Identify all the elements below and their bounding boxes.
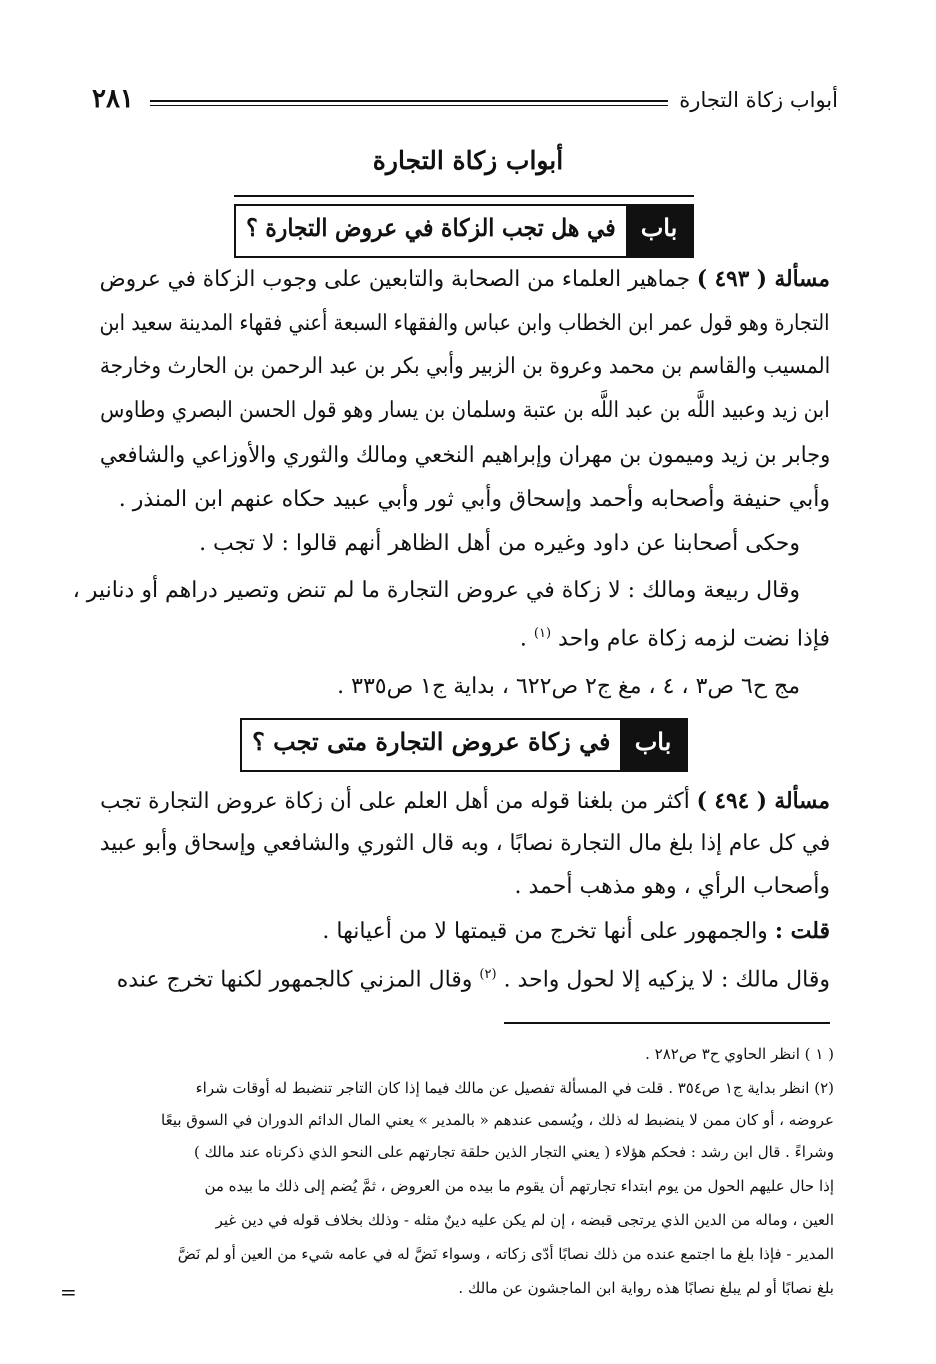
text-line: وأبي حنيفة وأصحابه وأحمد وإسحاق وأبي ثور وأبي عبيد حكاه عنهم ابن المنذر .: [118, 487, 830, 512]
body-text: والجمهور على أنها تخرج من قيمتها لا من أعيانها .: [322, 919, 768, 944]
page-number: ٢٨١: [92, 84, 134, 114]
chapter-title: أبواب زكاة التجارة: [372, 146, 564, 175]
masala-label: مسألة ( ٤٩٤ ): [696, 788, 830, 814]
footnote-2-line: بلغ نصابًا أو لم يبلغ نصابًا هذه رواية ابن الماجشون عن مالك .: [458, 1279, 834, 1297]
body-text: فإذا نضت لزمه زكاة عام واحد: [558, 626, 830, 652]
masala-label: مسألة ( ٤٩٣ ): [696, 266, 830, 292]
footnote-1: ( ١ ) انظر الحاوي ح٣ ص٢٨٢ .: [645, 1045, 834, 1063]
section-heading-box: [234, 204, 694, 258]
running-title: أبواب زكاة التجارة: [679, 88, 838, 112]
footnote-ref: (٢): [479, 967, 497, 982]
header-rule-thin: [150, 105, 668, 106]
text-line: التجارة وهو قول عمر ابن الخطاب وابن عباس والفقهاء السبعة أعني فقهاء المدينة سعيد ابن: [100, 311, 830, 336]
text-line: وجابر بن زيد وميمون بن مهران وإبراهيم النخعي ومالك والثوري والأوزاعي والشافعي: [99, 443, 830, 468]
bab-label: باب: [620, 720, 686, 770]
footnote-2-line: العين ، وماله من الدين الذي يرتجى قبضه ، إن لم يكن عليه دينٌ مثله - وذلك بخلاف قوله في دين غير: [215, 1211, 834, 1229]
text-line: ابن زيد وعبيد اللَّه بن عبد اللَّه بن عتبة وسلمان بن يسار وهو قول الحسن البصري وطاوس: [100, 398, 830, 423]
section-heading-box: [240, 718, 688, 772]
bab-label: باب: [626, 206, 692, 256]
text-line: [100, 786, 830, 817]
text-line: في كل عام إذا بلغ مال التجارة نصابًا ، وبه قال الثوري والشافعي وإسحاق وأبو عبيد: [99, 831, 830, 856]
text-line: [117, 960, 830, 995]
body-text: أكثر من بلغنا قوله من أهل العلم على أن زكاة عروض التجارة تجب: [100, 789, 690, 814]
body-text: .: [519, 626, 527, 652]
references-line: مج ح٦ ص٣ ، ٤ ، مغ ج٢ ص٦٢٢ ، بداية ج١ ص٣٣٥ .: [337, 674, 800, 699]
text-line: وأصحاب الرأي ، وهو مذهب أحمد .: [514, 874, 830, 899]
footnote-rule: [504, 1022, 830, 1024]
running-header: [92, 82, 838, 122]
body-text: جماهير العلماء من الصحابة والتابعين على وجوب الزكاة في عروض: [99, 267, 691, 292]
section-title: في زكاة عروض التجارة متى تجب ؟: [251, 727, 610, 756]
text-line: [100, 264, 830, 295]
footnote-2-line: (٢) انظر بداية ج١ ص٣٥٤ . قلت في المسألة تفصيل عن مالك فيما إذا كان التاجر تنضبط له أوقات شراء: [195, 1079, 834, 1097]
footnote-2-line: وشراءً . قال ابن رشد : فحكم هؤلاء ( يعني التجار الذين حلقة تجارتهم على النحو الذي ذكرناه عند مالك ): [193, 1143, 834, 1161]
footnote-2-line: عروضه ، أو كان ممن لا ينضبط له ذلك ، ويُسمى عندهم « بالمدير » يعني المال الدائم الدوران في السوق بيعًا: [161, 1111, 834, 1129]
text-line: المسيب والقاسم بن محمد وعروة بن الزبير وأبي بكر بن عبد الرحمن بن الحارث وخارجة: [99, 354, 830, 379]
qult-label: قلت :: [774, 918, 830, 944]
footnote-ref: (١): [533, 626, 552, 641]
footnote-2-line: المدير - فإذا بلغ ما اجتمع عنده من ذلك نصابًا أدّى زكاته ، وسواء نَضَّ له في عامه شيء من العين أو لم نَضَّ: [177, 1245, 834, 1263]
text-line: [322, 916, 830, 947]
body-text: وقال مالك : لا يزكيه إلا لحول واحد .: [503, 967, 830, 993]
text-line: وحكى أصحابنا عن داود وغيره من أهل الظاهر أنهم قالوا : لا تجب .: [199, 531, 800, 556]
margin-mark: =: [60, 1280, 77, 1304]
footnote-2-line: إذا حال عليهم الحول من يوم ابتداء تجارتهم أن يقوم ما بيده من العروض ، ثمَّ يُضم إلى ذلك ما بيده من: [204, 1177, 834, 1195]
section-title: في هل تجب الزكاة في عروض التجارة ؟: [246, 213, 616, 242]
body-text: وقال المزني كالجمهور لكنها تخرج عنده: [116, 967, 473, 993]
text-line: [520, 619, 830, 654]
text-line: وقال ربيعة ومالك : لا زكاة في عروض التجارة ما لم تنض وتصير دراهم أو دنانير ،: [72, 578, 800, 603]
chapter-rule: [234, 195, 694, 197]
header-rule: [150, 100, 668, 102]
